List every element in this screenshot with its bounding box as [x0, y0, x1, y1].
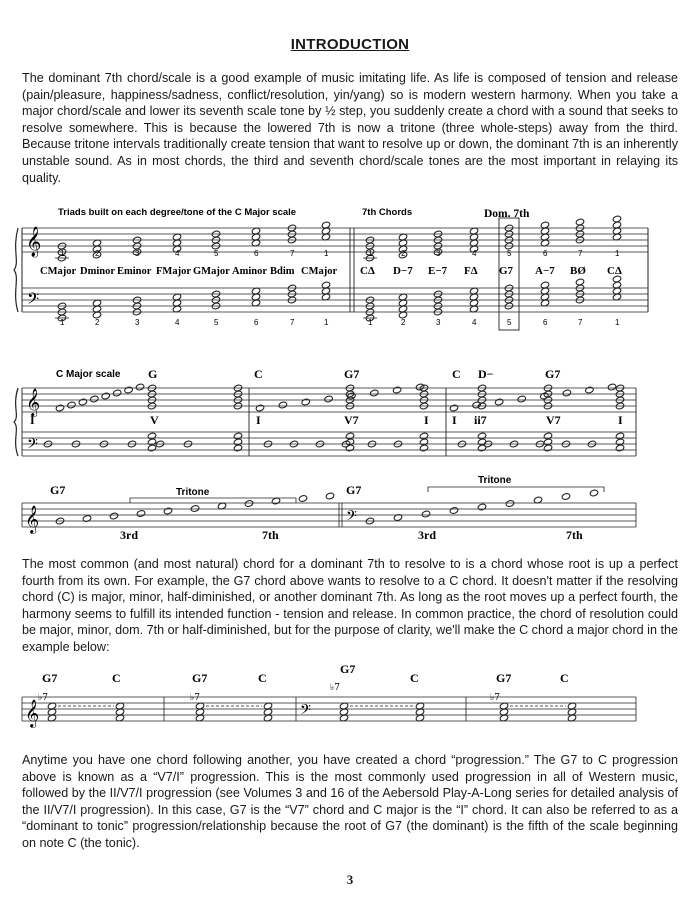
- resolution-chord-name: C: [410, 671, 419, 685]
- tritone-scale-notehead: [589, 489, 598, 497]
- bass-degree: 1: [60, 318, 65, 327]
- scale-notehead: [301, 398, 310, 406]
- bass-degree-7: 5: [507, 318, 512, 327]
- resolution-chord-names: [42, 662, 569, 685]
- scale-notehead: [607, 383, 616, 391]
- bass-degree: 5: [214, 318, 219, 327]
- tritone-scale-notehead: [449, 507, 458, 515]
- bass-chord-notehead: [233, 432, 242, 440]
- bass-degree: 2: [95, 318, 100, 327]
- treble-degree-7: 6: [543, 249, 548, 258]
- bass-clef-icon-4: 𝄢: [300, 702, 311, 722]
- flat-seven-label: ♭7: [38, 693, 48, 703]
- staff-4: [22, 697, 636, 721]
- bass-staff-1: [22, 288, 648, 312]
- treble-degree-7: 5: [507, 249, 512, 258]
- chord-names: [40, 265, 622, 277]
- roman-numeral: I: [618, 413, 623, 427]
- treble-clef-icon-2: 𝄞: [26, 388, 41, 416]
- paragraph-intro: The dominant 7th chord/scale is a good example of music imitating life. As life is composed of tension and release (pain/pleasure, happiness/sadness, conflict/resolution, yin/yang) so is modern western harmony. When you take a major chord/scale and lower its seventh scale tone by ½ step, you suddenly create a chord with a sound that seeks to resolve somewhere. This is because the lowered 7th is now a tritone (three whole-steps) away from the third. Because tritone intervals traditionally create tension that want to resolve up or down, the dominant 7th is an inherently unstable sound. As in most chords, the third and seventh chord/scale tones are the most important in relaying its quality.: [22, 71, 678, 185]
- treble-degree-7: 7: [578, 249, 583, 258]
- seventh-notehead: [575, 218, 584, 226]
- scale-chord-name: G: [148, 367, 158, 381]
- page-title: INTRODUCTION: [290, 36, 410, 53]
- resolution-chord-name: G7: [496, 671, 512, 685]
- roman-numeral: ii7: [474, 413, 487, 427]
- scale-chord-name: D−: [478, 367, 494, 381]
- bass-degree: 6: [254, 318, 259, 327]
- dom7-title: Dom. 7th: [484, 208, 530, 220]
- resolution-chord-name: G7: [42, 671, 58, 685]
- triad-name: CMajor: [301, 266, 338, 277]
- treble-staff-1: [22, 228, 648, 252]
- triad-name: Bdim: [270, 266, 295, 277]
- tritone-label-2: Tritone: [478, 475, 512, 486]
- scale-notehead: [494, 398, 503, 406]
- scale-notehead: [90, 395, 99, 403]
- tritone-bracket-2: [428, 487, 604, 492]
- tritone-scale-notehead: [325, 492, 334, 500]
- treble-degree: 6: [254, 249, 259, 258]
- seventh-label-1: 7th: [262, 528, 279, 542]
- bass-chord-notehead: [419, 432, 428, 440]
- resolution-chord-name: G7: [340, 662, 356, 676]
- scale-notehead: [278, 401, 287, 409]
- scale-notehead: [585, 386, 594, 394]
- flat-seven-label: ♭7: [330, 683, 340, 693]
- roman-numeral: V7: [546, 413, 561, 427]
- seventh-notehead: [612, 215, 621, 223]
- staff-3: [22, 503, 636, 527]
- scale-notehead: [124, 386, 133, 394]
- bass-clef-icon: 𝄢: [27, 290, 40, 312]
- scale-notehead: [562, 389, 571, 397]
- bass-degree-7: 3: [436, 318, 441, 327]
- bass-degree-7: 1: [615, 318, 620, 327]
- scale-notehead: [517, 395, 526, 403]
- scale-notehead: [78, 398, 87, 406]
- treble-clef-icon-4: 𝄞: [25, 699, 40, 727]
- flat-seven-label: ♭7: [490, 693, 500, 703]
- bass-degree: 4: [175, 318, 180, 327]
- tritone-scale-notehead: [136, 510, 145, 518]
- resolution-chord-name: C: [258, 671, 267, 685]
- bass-clef-icon-2: 𝄢: [27, 436, 38, 456]
- bass-degree-7: 1: [368, 318, 373, 327]
- example-tritone: [22, 475, 636, 542]
- flat-seven-label: ♭7: [190, 693, 200, 703]
- scale-notehead: [255, 404, 264, 412]
- scale-notehead: [135, 383, 144, 391]
- scale-notehead: [324, 395, 333, 403]
- tritone-scale-notehead: [421, 510, 430, 518]
- resolution-chord-name: C: [112, 671, 121, 685]
- bass-chord-notehead: [477, 432, 486, 440]
- treble-degree: 2: [95, 249, 100, 258]
- bass-degree: 7: [290, 318, 295, 327]
- seventh-name: FΔ: [464, 265, 478, 277]
- scale-chord-name: G7: [344, 367, 360, 381]
- tritone-noteheads: [55, 489, 598, 525]
- scale-label: C Major scale: [56, 369, 121, 380]
- example-resolutions: [22, 662, 636, 728]
- seventh-name: A−7: [535, 265, 555, 277]
- tritone-scale-notehead: [298, 495, 307, 503]
- scale-notehead: [449, 404, 458, 412]
- bass-degree-7: 7: [578, 318, 583, 327]
- roman-numeral: V7: [344, 413, 359, 427]
- seventh-name: G7: [499, 265, 514, 277]
- resolution-chord-name: C: [560, 671, 569, 685]
- treble-degree: 1: [60, 249, 65, 258]
- scale-notehead: [101, 392, 110, 400]
- roman-numerals: [30, 413, 623, 427]
- scale-chord-name: C: [254, 367, 263, 381]
- seventh-name: D−7: [393, 265, 413, 277]
- treble-degree: 3: [135, 249, 140, 258]
- scale-notehead: [112, 389, 121, 397]
- scale-notehead: [392, 386, 401, 394]
- triad-name: Eminor: [117, 266, 152, 277]
- roman-numeral: I: [30, 413, 35, 427]
- treble-degree-7: 4: [472, 249, 477, 258]
- triad-name: FMajor: [156, 266, 191, 277]
- bass-degree-7: 2: [401, 318, 406, 327]
- seventh-name: E−7: [428, 265, 448, 277]
- bass-chord-notehead: [147, 432, 156, 440]
- example-scale-chords: [14, 367, 636, 456]
- tritone-scale-notehead: [163, 507, 172, 515]
- page-number: 3: [346, 872, 354, 887]
- tritone-scale-notehead: [109, 512, 118, 520]
- paragraph-resolution: The most common (and most natural) chord for a dominant 7th to resolve to is a chord whose root is up a perfect fourth from its own. For example, the G7 chord above wants to resolve to a C chord. It doesn't matter if the resolving chord (C) is major, minor, half-diminished, or another dominant 7th. As long as the root moves up a perfect fourth, the harmony seems to fulfill its intended function - tension and release. In common practice, the chord of resolution could be major, minor, dom. 7th or half-diminished, but for the purpose of clarity, we'll make the C chord a major chord in the example below:: [22, 557, 678, 654]
- tritone-bracket-1: [130, 498, 296, 503]
- example-triads-sevenths: [14, 207, 648, 330]
- scale-notehead: [370, 389, 379, 397]
- seventh-name: CΔ: [607, 265, 622, 277]
- triad-name: CMajor: [40, 266, 77, 277]
- treble-clef-icon: 𝄞: [26, 227, 42, 257]
- bass-chord-notehead: [345, 432, 354, 440]
- bass-degree: 1: [324, 318, 329, 327]
- sevenths-title: 7th Chords: [362, 207, 413, 218]
- treble-degree: 7: [290, 249, 295, 258]
- third-label-2: 3rd: [418, 528, 436, 542]
- bass-seventh-notehead: [575, 278, 584, 286]
- bass-clef-icon-3: 𝄢: [346, 508, 357, 528]
- tritone-chord-1: G7: [50, 483, 66, 497]
- roman-numeral: I: [256, 413, 261, 427]
- resolution-chord-name: G7: [192, 671, 208, 685]
- seventh-label-2: 7th: [566, 528, 583, 542]
- treble-degree: 4: [175, 249, 180, 258]
- scale-notehead: [67, 401, 76, 409]
- tritone-scale-notehead: [561, 493, 570, 501]
- roman-numeral: V: [150, 413, 159, 427]
- scale-notehead: [472, 401, 481, 409]
- tritone-chord-2: G7: [346, 483, 362, 497]
- bass-degree-7: 6: [543, 318, 548, 327]
- scale-chord-name: C: [452, 367, 461, 381]
- treble-degree-7: 3: [436, 249, 441, 258]
- triads-title: Triads built on each degree/tone of the C Major scale: [58, 207, 297, 218]
- scale-chord-names: [148, 367, 560, 381]
- third-label-1: 3rd: [120, 528, 138, 542]
- treble-degree-7: 1: [368, 249, 373, 258]
- bass-degree: 3: [135, 318, 140, 327]
- seventh-name: BØ: [570, 265, 586, 277]
- triad-name: Aminor: [232, 266, 267, 277]
- scale-notehead: [55, 404, 64, 412]
- treble-clef-icon-3: 𝄞: [25, 505, 40, 533]
- bass-degree-7: 4: [472, 318, 477, 327]
- triad-name: GMajor: [193, 266, 230, 277]
- treble-degree: 1: [324, 249, 329, 258]
- roman-numeral: I: [452, 413, 457, 427]
- tritone-label-1: Tritone: [176, 487, 210, 498]
- triad-name: Dminor: [80, 266, 115, 277]
- scale-noteheads: [43, 383, 624, 452]
- roman-numeral: I: [424, 413, 429, 427]
- scale-chord-name: G7: [545, 367, 561, 381]
- tritone-scale-notehead: [505, 500, 514, 508]
- tritone-scale-notehead: [244, 500, 253, 508]
- tritone-scale-notehead: [190, 505, 199, 513]
- treble-degree: 5: [214, 249, 219, 258]
- tritone-scale-notehead: [477, 503, 486, 511]
- treble-degree-7: 2: [401, 249, 406, 258]
- paragraph-progression: Anytime you have one chord following another, you have created a chord “progression.” The G7 to C progression above is known as a “V7/I” progression. This is the most commonly used progression in all of Western music, followed by the II/V7/I progression (see Volumes 3 and 16 of the Aebersold Play-A-Long series for detailed analysis of the II/V7/I progression). In this case, G7 is the “V7” chord and C major is the “I” chord. It can also be referred to as a “dominant to tonic” progression/relationship because the root of G7 (the dominant) is the fifth of the scale beginning on note C (the tonic).: [22, 753, 678, 850]
- seventh-name: CΔ: [360, 265, 375, 277]
- bass-chord-notehead: [543, 432, 552, 440]
- treble-degree-7: 1: [615, 249, 620, 258]
- bass-chord-notehead: [615, 432, 624, 440]
